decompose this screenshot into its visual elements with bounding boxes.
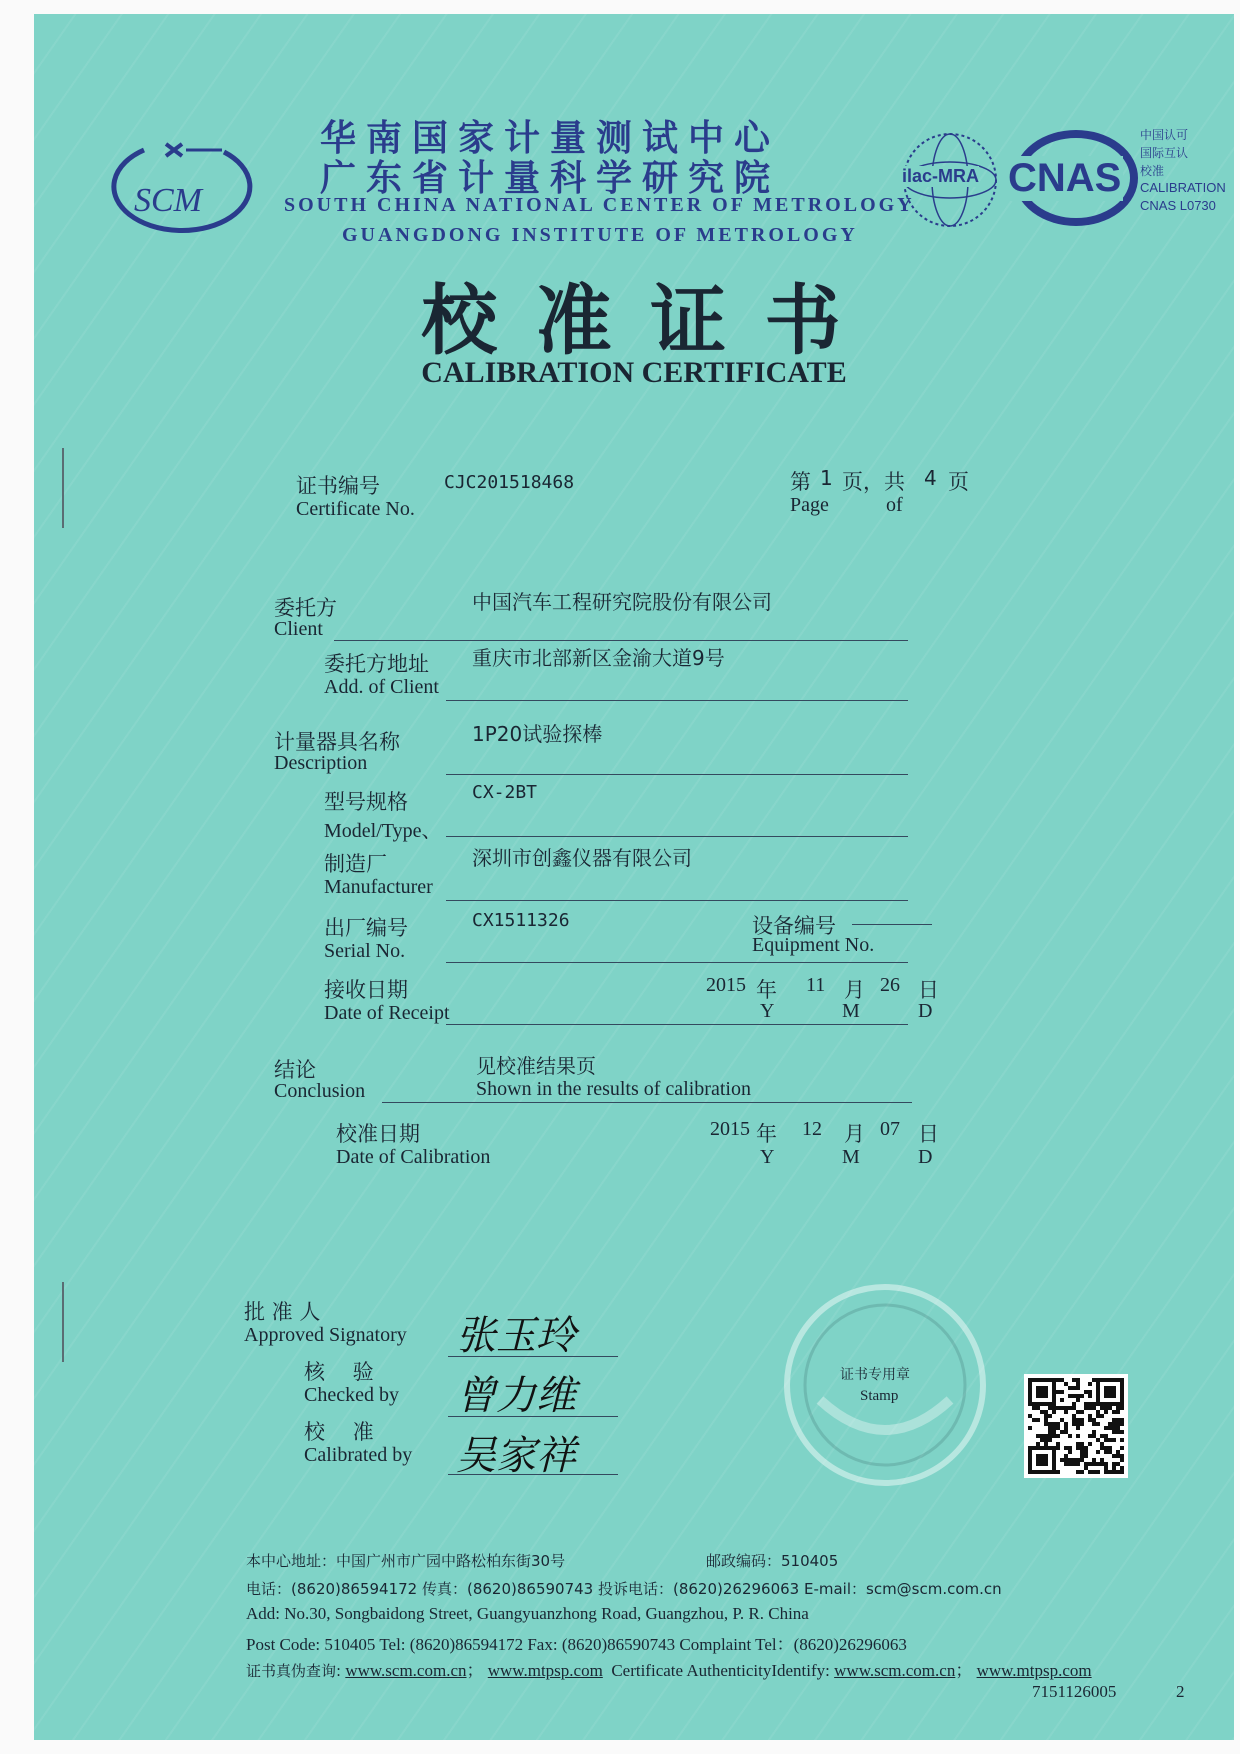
- client-value: 中国汽车工程研究院股份有限公司: [472, 590, 772, 614]
- address-label-zh: 委托方地址: [324, 652, 429, 676]
- certificate-no-value: CJC201518468: [444, 472, 575, 493]
- org-name-zh-2: 广东省计量科学研究院: [320, 158, 781, 199]
- ilac-text: ilac-MRA: [902, 166, 980, 186]
- link-mtpsp-1[interactable]: www.mtpsp.com: [487, 1661, 603, 1680]
- link-mtpsp-2[interactable]: www.mtpsp.com: [976, 1661, 1092, 1680]
- calibration-day: 07: [880, 1118, 900, 1140]
- title-zh: 校 准 证 书: [421, 276, 847, 365]
- description-rule: [446, 774, 908, 775]
- calibration-date-label-zh: 校准日期: [336, 1122, 420, 1146]
- manufacturer-value: 深圳市创鑫仪器有限公司: [472, 846, 692, 870]
- equipment-label-zh: 设备编号: [752, 914, 836, 938]
- footer-authenticity: [246, 1656, 1092, 1681]
- address-label-en: Add. of Client: [324, 676, 439, 698]
- model-rule: [446, 836, 908, 837]
- calibrated-signature: 吴家祥: [456, 1433, 576, 1479]
- checked-label-en: Checked by: [304, 1384, 399, 1406]
- conclusion-label-zh: 结论: [274, 1058, 316, 1082]
- accreditation-en: CALIBRATION: [1140, 180, 1226, 195]
- footer-address-zh: 本中心地址：中国广州市广园中路松柏东街30号: [246, 1552, 566, 1570]
- address-value: 重庆市北部新区金渝大道9号: [472, 646, 725, 670]
- receipt-year: 2015: [706, 974, 746, 996]
- cnas-text: CNAS: [1008, 156, 1122, 200]
- calibration-year: 2015: [710, 1118, 750, 1140]
- description-label-zh: 计量器具名称: [274, 730, 400, 754]
- staple-bottom: [62, 1282, 64, 1362]
- accreditation-no: CNAS L0730: [1140, 198, 1216, 213]
- calibration-day-unit: 日: [918, 1122, 939, 1146]
- calibrated-rule: [448, 1474, 618, 1475]
- scm-logo: [104, 130, 254, 240]
- serial-label-en: Serial No.: [324, 940, 406, 962]
- equipment-dash: [852, 924, 932, 925]
- receipt-label-zh: 接收日期: [324, 978, 408, 1002]
- authenticity-label-en: Certificate AuthenticityIdentify:: [611, 1661, 830, 1680]
- calibrated-label-en: Calibrated by: [304, 1444, 413, 1466]
- checked-label-zh: 核 验: [304, 1360, 374, 1384]
- calibration-date-label-en: Date of Calibration: [336, 1146, 491, 1168]
- manufacturer-label-en: Manufacturer: [324, 876, 433, 898]
- model-label-en: Model/Type、: [324, 820, 442, 842]
- certificate-no-label-zh: 证书编号: [296, 474, 380, 498]
- receipt-month-unit: 月: [844, 978, 865, 1002]
- receipt-day: 26: [880, 974, 900, 996]
- accreditation-zh-3: 校准: [1140, 164, 1165, 178]
- calibration-year-unit: 年: [756, 1122, 777, 1146]
- model-label-zh: 型号规格: [324, 790, 408, 814]
- serial-value: CX1511326: [472, 910, 570, 931]
- calibration-month-unit: 月: [844, 1122, 865, 1146]
- separator-2: ；: [955, 1661, 973, 1680]
- stamp-label-en: Stamp: [860, 1388, 899, 1404]
- stamp-label-zh: 证书专用章: [840, 1367, 910, 1383]
- description-value: 1P20试验探棒: [472, 722, 603, 746]
- of-label-en: of: [886, 494, 903, 516]
- title-en: CALIBRATION CERTIFICATE: [421, 356, 847, 389]
- calibration-d: D: [918, 1146, 933, 1168]
- footer-postcode-zh: 邮政编码：510405: [706, 1552, 839, 1570]
- serial-rule: [446, 962, 908, 963]
- cnas-logo: [1006, 128, 1156, 228]
- link-scm-2[interactable]: www.scm.com.cn: [834, 1661, 956, 1680]
- calibration-m: M: [842, 1146, 860, 1168]
- receipt-rule: [446, 1024, 908, 1025]
- manufacturer-label-zh: 制造厂: [324, 852, 387, 876]
- client-label-en: Client: [274, 618, 323, 640]
- receipt-label-en: Date of Receipt: [324, 1002, 450, 1024]
- calibration-month: 12: [802, 1118, 822, 1140]
- page-total: 4: [924, 466, 937, 490]
- conclusion-value-zh: 见校准结果页: [476, 1054, 596, 1078]
- approved-label-en: Approved Signatory: [244, 1324, 407, 1346]
- org-name-zh-1: 华南国家计量测试中心: [320, 118, 781, 159]
- separator-1: ；: [466, 1661, 484, 1680]
- footer-phones-zh: 电话：(8620)86594172 传真：(8620)86590743 投诉电话：(8620)26296063 E-mail：scm@scm.com.cn: [246, 1580, 1002, 1598]
- page-label-zh-a: 第: [790, 470, 811, 494]
- equipment-label-en: Equipment No.: [752, 934, 875, 956]
- approved-rule: [448, 1356, 618, 1357]
- accreditation-zh-1: 中国认可: [1140, 128, 1189, 142]
- footer-serial-code: 7151126005: [1032, 1682, 1117, 1701]
- checked-rule: [448, 1416, 618, 1417]
- page-number: 1: [820, 466, 833, 490]
- embossed-stamp: [780, 1280, 990, 1490]
- serial-label-zh: 出厂编号: [324, 916, 408, 940]
- approved-label-zh: 批 准 人: [244, 1300, 321, 1324]
- org-name-en-1: SOUTH CHINA NATIONAL CENTER OF METROLOGY: [284, 194, 915, 216]
- conclusion-rule: [382, 1102, 912, 1103]
- calibration-y: Y: [760, 1146, 775, 1168]
- client-label-zh: 委托方: [274, 596, 337, 620]
- model-value: CX-2BT: [472, 782, 538, 803]
- page-label-en: Page: [790, 494, 829, 516]
- link-scm-1[interactable]: www.scm.com.cn: [345, 1661, 467, 1680]
- staple-top: [62, 448, 64, 528]
- conclusion-label-en: Conclusion: [274, 1080, 366, 1102]
- page-label-zh-c: 页: [948, 470, 969, 494]
- receipt-year-unit: 年: [756, 978, 777, 1002]
- address-rule: [446, 700, 908, 701]
- ilac-mra-logo: [900, 130, 1000, 230]
- certificate-sheet: [34, 14, 1234, 1740]
- manufacturer-rule: [446, 900, 908, 901]
- authenticity-label-zh: 证书真伪查询:: [246, 1662, 342, 1680]
- checked-signature: 曾力维: [456, 1373, 576, 1419]
- receipt-d: D: [918, 1000, 933, 1022]
- footer-copy-number: 2: [1176, 1682, 1185, 1701]
- page-label-zh-b: 页，共: [842, 470, 905, 494]
- footer-phones-en: Post Code: 510405 Tel: (8620)86594172 Fax: (8620)86590743 Complaint Tel：(8620)26296063: [246, 1635, 907, 1654]
- footer-address-en: Add: No.30, Songbaidong Street, Guangyuanzhong Road, Guangzhou, P. R. China: [246, 1604, 809, 1623]
- qr-code-icon: [1024, 1374, 1128, 1478]
- approved-signature: 张玉玲: [456, 1313, 576, 1359]
- receipt-y: Y: [760, 1000, 775, 1022]
- qr-code[interactable]: [1024, 1374, 1128, 1478]
- calibrated-label-zh: 校 准: [304, 1420, 374, 1444]
- accreditation-zh-2: 国际互认: [1140, 146, 1189, 160]
- receipt-m: M: [842, 1000, 860, 1022]
- scm-logo-text: SCM: [134, 182, 202, 219]
- stamp-seal-icon: [780, 1280, 990, 1490]
- conclusion-value-en: Shown in the results of calibration: [476, 1078, 751, 1100]
- receipt-month: 11: [806, 974, 826, 996]
- certificate-no-label-en: Certificate No.: [296, 498, 415, 520]
- description-label-en: Description: [274, 752, 368, 774]
- client-rule: [334, 640, 908, 641]
- receipt-day-unit: 日: [918, 978, 939, 1002]
- org-name-en-2: GUANGDONG INSTITUTE OF METROLOGY: [342, 224, 858, 246]
